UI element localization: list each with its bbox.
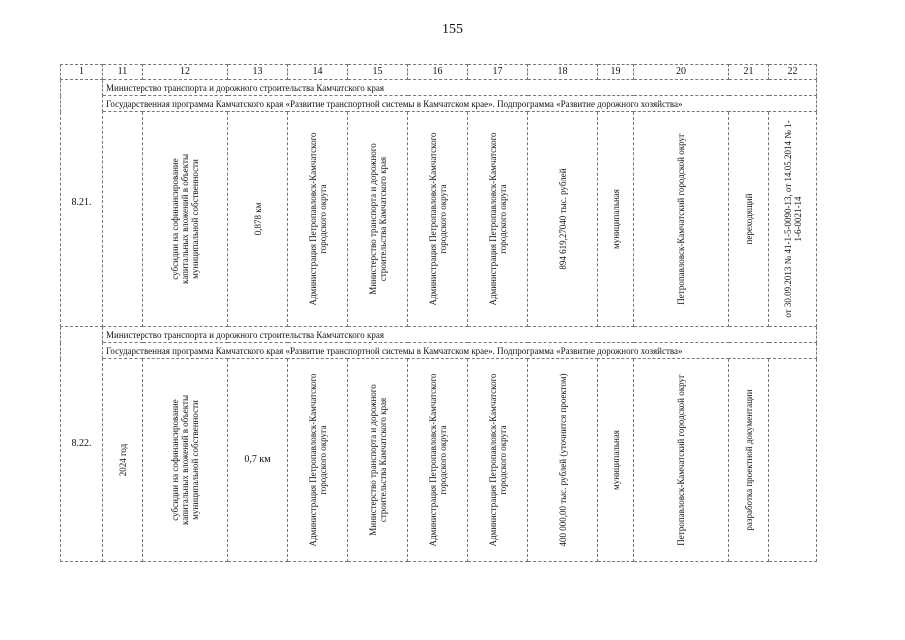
ministry-band: Министерство транспорта и дорожного строительства Камчатского края	[103, 80, 817, 96]
cell-text: Администрация Петропавловск-Камчатского городского округа	[487, 132, 508, 306]
cell-text: субсидии на софинансирование капитальных вложений в объекты муниципальной собственности	[170, 154, 200, 284]
table-row	[61, 80, 817, 96]
row-number: 8.21.	[61, 80, 103, 327]
cell-text: 400 000,00 тыс. рублей (уточнится проектом)	[557, 373, 568, 547]
cell-text: разработка проектной документации	[743, 389, 754, 531]
cell-location	[634, 112, 729, 327]
header-cell: 18	[528, 65, 598, 80]
cell-text: 0,7 км	[244, 454, 271, 465]
table-row	[61, 343, 817, 359]
program-band: Государственная программа Камчатского края «Развитие транспортной системы в Камчатском крае». Подпрограмма «Развитие дорожного хозяйства»	[103, 96, 817, 112]
cell-year	[103, 112, 143, 327]
header-cell: 14	[288, 65, 348, 80]
cell-ownership	[598, 112, 634, 327]
cell-capacity	[228, 359, 288, 562]
ministry-band: Министерство транспорта и дорожного строительства Камчатского края	[103, 327, 817, 343]
table-row	[61, 112, 817, 327]
cell-customer	[288, 359, 348, 562]
cell-text: от 30.09.2013 № 41-1-5-0090-13, от 14.05.2014 № 1-1-6-0021-14	[782, 120, 803, 318]
header-cell: 1	[61, 65, 103, 80]
table-row	[61, 96, 817, 112]
cell-text: переходящий	[743, 193, 754, 245]
data-table	[60, 64, 817, 562]
cell-location	[634, 359, 729, 562]
cell-capacity	[228, 112, 288, 327]
cell-cost	[528, 359, 598, 562]
header-cell: 11	[103, 65, 143, 80]
page-number: 155	[442, 22, 463, 37]
cell-text: Министерство транспорта и дорожного строительства Камчатского края	[367, 143, 388, 295]
cell-text: Петропавловск-Камчатский городской округ	[676, 133, 686, 305]
header-cell: 12	[143, 65, 228, 80]
cell-customer	[288, 112, 348, 327]
cell-status	[729, 359, 769, 562]
header-row	[61, 65, 817, 80]
cell-cost	[528, 112, 598, 327]
header-cell: 15	[348, 65, 408, 80]
cell-ministry	[348, 359, 408, 562]
program-band: Государственная программа Камчатского края «Развитие транспортной системы в Камчатском крае». Подпрограмма «Развитие дорожного хозяйства»	[103, 343, 817, 359]
cell-text: Петропавловск-Камчатский городской округ	[676, 374, 686, 546]
header-cell: 20	[634, 65, 729, 80]
cell-text: Министерство транспорта и дорожного строительства Камчатского края	[367, 384, 388, 536]
table-row	[61, 327, 817, 343]
header-cell: 21	[729, 65, 769, 80]
cell-text: Администрация Петропавловск-Камчатского городского округа	[427, 132, 448, 306]
table-row	[61, 359, 817, 562]
cell-text: муниципальная	[610, 430, 621, 490]
cell-text: 894 619,27040 тыс. рублей	[557, 168, 568, 270]
cell-developer	[408, 112, 468, 327]
row-number: 8.22.	[61, 327, 103, 562]
cell-text: субсидии на софинансирование капитальных вложений в объекты муниципальной собственности	[170, 395, 200, 525]
header-cell: 17	[468, 65, 528, 80]
cell-operator	[468, 359, 528, 562]
cell-text: Администрация Петропавловск-Камчатского городского округа	[487, 373, 508, 547]
cell-text: Администрация Петропавловск-Камчатского городского округа	[307, 373, 328, 547]
cell-ministry	[348, 112, 408, 327]
cell-status	[729, 112, 769, 327]
header-cell: 16	[408, 65, 468, 80]
header-cell: 13	[228, 65, 288, 80]
cell-funding-type	[143, 112, 228, 327]
cell-funding-type	[143, 359, 228, 562]
cell-year	[103, 359, 143, 562]
cell-text: 0,878 км	[252, 202, 263, 236]
header-cell: 19	[598, 65, 634, 80]
cell-operator	[468, 112, 528, 327]
cell-developer	[408, 359, 468, 562]
header-cell: 22	[769, 65, 817, 80]
cell-text: 2024 год	[117, 443, 128, 477]
cell-ownership	[598, 359, 634, 562]
cell-text: Администрация Петропавловск-Камчатского городского округа	[307, 132, 328, 306]
cell-text: муниципальная	[610, 189, 621, 249]
cell-expertise	[769, 359, 817, 562]
cell-expertise	[769, 112, 817, 327]
cell-text: Администрация Петропавловск-Камчатского городского округа	[427, 373, 448, 547]
